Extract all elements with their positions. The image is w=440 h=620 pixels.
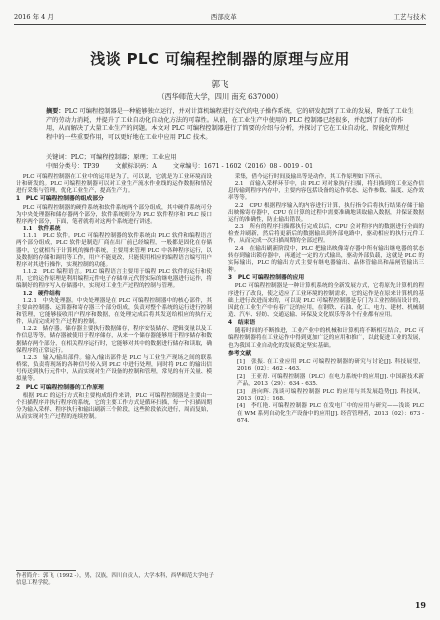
paragraph: PLC 可编程控制器在工业中的运用是为了，可以说，它就是为工业环境而设计和研发的。PLC 可编程控制器可以对工业生产流水作业线的运作数据和情况进行采集与管理，优化工业生产，提高生产力。 bbox=[16, 174, 212, 195]
paragraph: 1.1.1 PLC 软件。PLC 可编程控制器的软件系统由 PLC 软件和编程语言两个部分组成，PLC 软件是制造厂商在出厂前已经编程，一般都是固化在存储器中，它就相当于计算机的操作系统，主要用来管理 PLC 中各种程序运行，以及数据的存储和调用等工作，用户不能更改，只能使用相应的编程语言编写用户程序对其进行操作，实现控制的功能。 bbox=[16, 233, 212, 268]
reference-item: [3] 唐向辉. 浅谈可编程控制器 PLC 的应用与其发展趋势[J]. 科技风，2013（02）：168. bbox=[236, 388, 424, 402]
keywords: 关键词：PLC；可编程控制器；原理；工业应用 bbox=[46, 154, 177, 161]
body-column-right bbox=[228, 174, 424, 425]
paragraph: PLC 可编程控制器的硬件系统和软件系统两个部分组成，其中硬件系统可分为中央处理器和储存器两个部分，软件系统则分为 PLC 软件程序和 PLC 接口程序两个部分，下面，笔者就将对这两个系统进行讲述。 bbox=[16, 204, 212, 225]
abstract bbox=[46, 108, 414, 142]
paragraph: 1.1.2 PLC 编程语言。PLC 编程语言主要用于编程 PLC 软件的运行和使用，它的运作原理是利用编程元件电子存储单元代替实际的继电器进行运作，将编制好的程序写入存储器中，实现对工业生产过程的控制与管理。 bbox=[16, 269, 212, 290]
header-rule bbox=[14, 24, 426, 25]
section-heading: 2 PLC 可编程控制器的工作原理 bbox=[16, 384, 104, 391]
running-header bbox=[14, 10, 426, 22]
abstract-text: PLC 可编程控制器是一种能够独立运行，并对计算机编程进行交代的电子操作系统，它的研发起到了工业的发展，降低了工业生产的劳动力消耗，并提升了工业自动化自动化方法的可靠性。从前，在工业生产中使用的 PLC 控制器已经很多，并起到了良好的作用，从而解决了大量工业生产的问题。本文对 PLC 可编程控制器进行了简要的介绍与分析，并探讨了它在工业自动化、智能化管理过程中的一些重要作用，可以更好地在工业中应用 PLC 技术。 bbox=[46, 108, 414, 141]
section-heading: 3 PLC 可编程控制器的应用 bbox=[228, 275, 305, 282]
article-meta-codes bbox=[46, 161, 424, 170]
paragraph: 随着时间的不断推进，工业产业中的机械和计算机将不断相互结合，PLC 可编程控制器将在工业运作中得到更加广泛的应用和推广，以此促进工业的发展，也为我国工业自动化的发展奠定坚实基础。 bbox=[228, 328, 424, 349]
paragraph: 2.2 CPU 根据程序输入的内容进行计算，执行指令后将执行结果存储于输出映像寄存器中，CPU 在计算的过程中需要准确地读取输入数据，并保证数据运行的准确性，防止输出错误。 bbox=[228, 202, 424, 223]
paragraph: 根据 PLC 的运行方式和主要构成组件来讲，PLC 可编程控制器是主要由一个扫描程序并执行程序的系统，它的主要工作方式是循环扫描，每一个扫描周期分为输入采样、程序执行和输出刷新三个阶段，这些阶段依次进行，周而复始，从而实现对生产过程的连续控制。 bbox=[16, 392, 212, 421]
article-title: 浅谈 PLC 可编程控制器的原理与应用 bbox=[90, 50, 350, 68]
paragraph: 2.1 首输入采样环节中，由 PLC 对对象执行扫描，将扫描到的工业运作信息传输到程序内存中，主要内容包括设备的运作状态、运作参数、温度、运作效率等等。 bbox=[228, 181, 424, 202]
reference-item: [2] 王亚青. 可编程控制器（PLC）在电力系统中的应用[J]. 中国新技术新产品，2013（29）：634 - 635. bbox=[236, 373, 424, 387]
section-heading: 1.2 硬件结构 bbox=[22, 290, 61, 297]
article-author: 郭飞 bbox=[211, 80, 229, 90]
paragraph: PLC 可编程控制器是一种计算机系统的全新发展方式，它将原先计算机的程序进行了改良，使之适应了工业环境的控制需求，它的运作是在原来计算机的基础上进行改进而来的，可以说 PLC 可编程控制器是专门为工业控制而设计的，因此在工业生产中有着广泛的应用，在钢铁、石油、化工、电力、建材、机械制造、汽车、轻纺、交通运输、环保及文化娱乐等各个行业都有应用。 bbox=[228, 283, 424, 318]
paragraph: 1.2.1 中央处理器。中央处理器是在 PLC 可编程控制器中的核心部件，其主要由控制器、运算器和寄存器三个部分组成，负责对整个系统的运行进行控制和管理，它能够接收用户程序和数据，在处理完成后将其发送给相应的执行元件，从而完成对生产过程的控制。 bbox=[16, 297, 212, 326]
section-heading: 参考文献 bbox=[228, 350, 252, 357]
reference-item: [1] 张振. 在工业应用 PLC 可编程控制器的研究与讨论[J]. 科技展望，2016（02）：462 - 463. bbox=[236, 358, 424, 373]
section-heading: 4 结束语 bbox=[228, 320, 256, 327]
references bbox=[228, 359, 424, 425]
clc-number: 中图分类号：TP39 bbox=[46, 163, 100, 170]
paragraph: 2.3 所有的程序扫描都执行完成以后，CPU 会对程序内的数据进行全面的检查并刷新，然后将更新后的数据输出到外部电路中，驱动相应的执行元件工作，从而完成一次扫描周期的全部过程。 bbox=[228, 224, 424, 245]
footnote-rule bbox=[16, 570, 76, 571]
section-heading: 1.1 软件系统 bbox=[22, 226, 61, 233]
paragraph: 1.2.3 输入/输出部件。输入/输出部件是 PLC 与工业生产现场之间的联系桥梁，负责将现场的各种信号传入到 PLC 中进行处理，同时将 PLC 的输出信号传送到执行元件中，从而实现对生产设备的控制和管理，常见的有开关量、模拟量等。 bbox=[16, 354, 212, 383]
paragraph: 2.4 在输出刷新阶段中，PLC 把输出映像寄存器中所有输出继电器的状态转存到输出锁存器中，再通过一定的方式输出，驱动外部负载，这就是 PLC 的实际输出，PLC 的输出方式主要有继电器输出、晶体管输出和晶闸管输出三种。 bbox=[228, 245, 424, 274]
header-section: 工艺与技术 bbox=[393, 12, 426, 21]
header-date: 2016 年 4 月 bbox=[14, 12, 54, 21]
paragraph: 采集，借今运行时间及输出等是动作，其工作原理如下所示。 bbox=[234, 174, 386, 180]
document-code: 文献标识码：A bbox=[115, 163, 157, 170]
article-id: 文章编号：1671 - 1602（2016）08 - 0019 - 01 bbox=[172, 163, 314, 170]
reference-item: [4] 李红艳. 可编程控制器 PLC 在发电厂中的应用与研究——浅谈 PLC 在 WM 系列自动化生产设备中的应用[J]. 经营管理者，2013（02）：673 - 674. bbox=[236, 403, 424, 424]
header-journal: 西部皮革 bbox=[210, 12, 237, 21]
section-heading: 1 PLC 可编程控制器的组成部分 bbox=[16, 196, 104, 203]
author-affiliation: （西华师范大学，四川 南充 637000） bbox=[157, 92, 283, 101]
author-bio-footnote: 作者简介：郭飞（1992 -），男，汉族，四川自贡人，大学本科，西华师范大学电子信息工程学院。 bbox=[16, 573, 214, 586]
paragraph: 1.2.2 储存器。储存器主要执行数据储存，程序安装储存、逻辑变量以及工作信息等等，储存器被使用于程序储存，从来一个储存器能够用于程序储存和数据储存两个部分，在相关程序运行时，它能够对其中的数据进行储存和读取，确保程序的正常运行。 bbox=[16, 326, 212, 354]
page-number: 19 bbox=[414, 600, 426, 610]
article-meta bbox=[46, 152, 424, 161]
abstract-label: 摘要： bbox=[46, 108, 65, 115]
body-column-left bbox=[16, 174, 212, 421]
